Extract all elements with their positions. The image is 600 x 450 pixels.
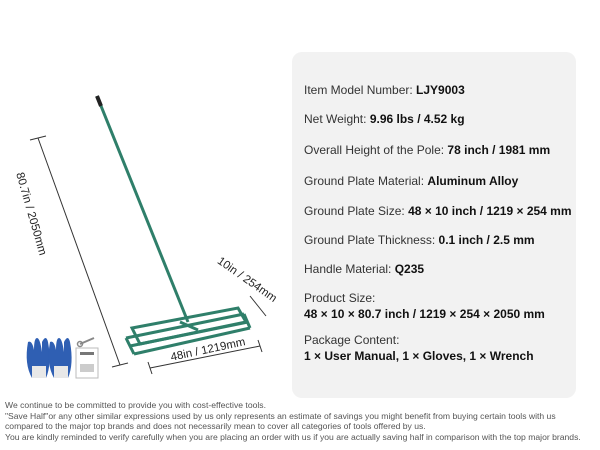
spec-plate-size: Ground Plate Size: 48 × 10 inch / 1219 × 254 mm [304,204,572,218]
spec-handle-material: Handle Material: Q235 [304,262,425,276]
spec-pole-height: Overall Height of the Pole: 78 inch / 1981 mm [304,143,551,157]
disclaimer-line: compared to the major top brands and does not necessarily mean to cover all categories of tools offered by us. [5,421,426,432]
user-manual-icon [76,348,98,378]
disclaimer-line: You are kindly reminded to verify carefully when you are placing an order with us if you are actually saving half in comparison with the top major brands. [5,431,581,442]
disclaimer-line: "Save Half"or any other similar expressions used by us only represents an estimate of savings you might benefit from buying certain tools with us [5,410,556,421]
spec-weight: Net Weight: 9.96 lbs / 4.52 kg [304,112,465,126]
spec-plate-material: Ground Plate Material: Aluminum Alloy [304,174,519,188]
depth-dimension-label: 10in / 254mm [214,255,279,305]
disclaimer [5,400,600,442]
spec-plate-thickness: Ground Plate Thickness: 0.1 inch / 2.5 mm [304,233,535,247]
spec-package-content: Package Content: 1 × User Manual, 1 × Gloves, 1 × Wrench [304,333,534,363]
rake-handle [97,96,188,322]
spec-product-size: Product Size: 48 × 10 × 80.7 inch / 1219 × 254 × 2050 mm [304,291,545,321]
gloves-icon [27,338,72,378]
product-figure [0,60,292,390]
rake-illustration [0,60,292,390]
height-dimension-label: 80.7in / 2050mm [13,171,49,257]
spec-card [292,52,576,398]
wrench-icon [78,338,95,347]
handle-grip [97,96,101,106]
disclaimer-line: We continue to be committed to provide you with cost-effective tools. [5,400,266,410]
spec-model: Item Model Number: LJY9003 [304,83,465,97]
width-dimension-label: 48in / 1219mm [169,336,247,364]
height-dimension-line [38,138,120,365]
